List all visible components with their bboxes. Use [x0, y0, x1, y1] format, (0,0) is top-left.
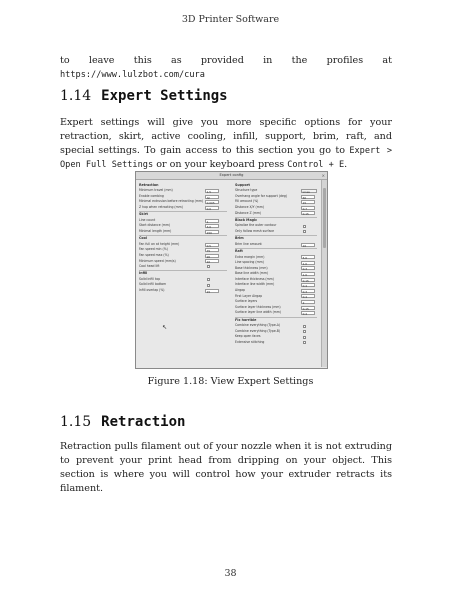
keyboard-shortcut: Control + E: [287, 160, 345, 170]
setting-input[interactable]: 0.005: [205, 200, 219, 204]
setting-input[interactable]: 60: [301, 195, 315, 199]
setting-label: Minimum speed (mm/s): [139, 258, 176, 263]
setting-label: Base thickness (mm): [235, 265, 268, 270]
setting-checkbox[interactable]: [303, 341, 306, 344]
setting-label: Surface layers: [235, 299, 258, 304]
settings-group-heading: Cool: [139, 235, 227, 242]
section-title: Expert Settings: [101, 88, 228, 104]
setting-input[interactable]: 0.4: [301, 311, 315, 315]
setting-label: Minimum travel (mm): [139, 188, 173, 193]
setting-input[interactable]: 0.3: [301, 266, 315, 270]
setting-label: Fan speed max (%): [139, 252, 169, 257]
setting-label: Minimal extrusion before retracting (mm): [139, 199, 203, 204]
setting-input[interactable]: 0.4: [301, 283, 315, 287]
setting-checkbox[interactable]: [207, 278, 210, 281]
setting-row: [139, 264, 227, 270]
setting-label: Brim line amount: [235, 241, 262, 246]
section-number: 1.15: [60, 414, 92, 430]
setting-input[interactable]: 150: [205, 230, 219, 234]
setting-input[interactable]: 0.0: [205, 206, 219, 210]
section-heading-retraction: [60, 414, 185, 430]
setting-label: Distance Z (mm): [235, 210, 262, 215]
setting-label: Solid infill top: [139, 276, 161, 281]
settings-group-heading: Skirt: [139, 211, 227, 218]
section-title: Retraction: [101, 414, 186, 430]
page-number: 38: [224, 568, 237, 579]
setting-checkbox[interactable]: [207, 284, 210, 287]
setting-input[interactable]: 2: [301, 300, 315, 304]
running-head: 3D Printer Software: [181, 14, 280, 25]
setting-label: Base line width (mm): [235, 271, 269, 276]
setting-input[interactable]: 90: [205, 254, 219, 258]
setting-checkbox[interactable]: [207, 265, 210, 268]
setting-input[interactable]: 1: [205, 219, 219, 223]
setting-label: Line spacing (mm): [235, 260, 264, 265]
setting-label: Airgap: [235, 288, 246, 293]
setting-label: First Layer Airgap: [235, 293, 263, 298]
setting-input[interactable]: 15: [301, 200, 315, 204]
setting-input[interactable]: 1.0: [301, 261, 315, 265]
setting-input[interactable]: 75: [205, 248, 219, 252]
intro-text: to leave this as provided in the profiles at: [60, 55, 392, 66]
setting-label: Solid infill bottom: [139, 282, 167, 287]
setting-label: Distance X/Y (mm): [235, 204, 264, 209]
setting-input[interactable]: All: [205, 195, 219, 199]
setting-input[interactable]: 0.4: [301, 294, 315, 298]
setting-input[interactable]: 1.0: [301, 272, 315, 276]
setting-checkbox[interactable]: [303, 325, 306, 328]
settings-group-heading: Support: [235, 182, 250, 187]
setting-label: Only follow mesh surface: [235, 228, 275, 233]
setting-select[interactable]: Lines: [301, 189, 317, 193]
dialog-scrollbar[interactable]: [321, 180, 327, 367]
setting-label: Extra margin (mm): [235, 254, 265, 259]
dialog-title: Expert config: [219, 173, 244, 177]
setting-label: Overhang angle for support (deg): [235, 193, 288, 198]
setting-row: [235, 211, 317, 217]
setting-input[interactable]: 10: [301, 243, 315, 247]
setting-row: [235, 229, 317, 235]
expert-body-c: .: [344, 159, 348, 170]
setting-label: Cool head lift: [139, 264, 160, 269]
setting-row: [235, 242, 317, 248]
setting-input[interactable]: 10: [205, 259, 219, 263]
setting-input[interactable]: 0.5: [205, 243, 219, 247]
setting-label: Structure type: [235, 188, 258, 193]
setting-label: Infill overlap (%): [139, 288, 165, 293]
settings-group-heading: Brim: [235, 235, 317, 242]
setting-label: Surface layer thickness (mm): [235, 304, 281, 309]
expert-settings-paragraph: [60, 116, 392, 172]
setting-label: Spiralize the outer contour: [235, 223, 277, 228]
setting-label: Interface line width (mm): [235, 282, 275, 287]
setting-checkbox[interactable]: [303, 330, 306, 333]
setting-label: Combine everything (Type-B): [235, 328, 281, 333]
setting-input[interactable]: 1.5: [205, 189, 219, 193]
expert-config-dialog: [135, 171, 328, 369]
scrollbar-thumb[interactable]: [323, 188, 327, 248]
setting-label: Surface layer line width (mm): [235, 310, 282, 315]
dialog-left-pane: [139, 182, 227, 294]
setting-row: [235, 340, 317, 346]
setting-checkbox[interactable]: [303, 230, 306, 233]
section-number: 1.14: [60, 88, 92, 104]
settings-group-heading: Infill: [139, 270, 227, 277]
settings-group-heading: Fix horrible: [235, 317, 317, 324]
close-icon[interactable]: ×: [321, 173, 325, 178]
dialog-right-pane: [235, 182, 317, 346]
setting-label: Combine everything (Type-A): [235, 323, 281, 328]
setting-input[interactable]: 0.15: [301, 306, 315, 310]
setting-input[interactable]: 0.3: [301, 289, 315, 293]
setting-label: Start distance (mm): [139, 223, 171, 228]
setting-input[interactable]: 0.7: [301, 206, 315, 210]
setting-label: Extensive stitching: [235, 340, 265, 344]
setting-label: Interface thickness (mm): [235, 276, 274, 281]
setting-label: Z hop when retracting (mm): [139, 204, 183, 209]
setting-checkbox[interactable]: [303, 225, 306, 228]
menu-path: Expert > Open Full Settings: [60, 146, 392, 170]
setting-label: Fill amount (%): [235, 199, 259, 204]
setting-row: [235, 310, 317, 316]
retraction-paragraph: Retraction pulls filament out of your nozzle when it is not extruding to prevent your print head from dripping on your object. This section is where you will control how your extruder retracts its filament.: [60, 441, 392, 494]
setting-label: Line count: [139, 217, 156, 222]
section-heading-expert-settings: [60, 88, 228, 104]
figure-caption: Figure 1.18: View Expert Settings: [147, 376, 314, 387]
setting-input[interactable]: 15: [205, 289, 219, 293]
setting-input[interactable]: 0.15: [301, 211, 315, 215]
setting-row: [139, 288, 227, 294]
setting-input[interactable]: 0.15: [301, 278, 315, 282]
setting-row: [139, 205, 227, 211]
setting-checkbox[interactable]: [303, 336, 306, 339]
setting-label: Keep open faces: [235, 334, 261, 339]
expert-body-b: or on your keyboard press: [153, 159, 288, 170]
setting-label: Fan speed min (%): [139, 247, 168, 252]
setting-label: Minimal length (mm): [139, 228, 172, 233]
setting-input[interactable]: 3.0: [205, 224, 219, 228]
intro-paragraph: [60, 54, 392, 82]
setting-input[interactable]: 5.0: [301, 255, 315, 259]
mouse-cursor-icon: ↖: [162, 324, 168, 331]
setting-row: [139, 229, 227, 235]
setting-label: Enable combing: [139, 193, 164, 198]
settings-group-heading: Black Magic: [235, 217, 317, 224]
settings-group-heading: Retraction: [139, 182, 159, 187]
setting-label: Fan full on at height (mm): [139, 241, 180, 246]
profiles-url[interactable]: https://www.lulzbot.com/cura: [60, 70, 205, 80]
dialog-titlebar: [136, 172, 327, 180]
expert-body-a: Expert settings will give you more specific options for your retraction, skirt, active cooling, infill, support, brim, raft, and special settings. To gain access to this section you go to: [60, 117, 392, 156]
settings-group-heading: Raft: [235, 248, 317, 255]
